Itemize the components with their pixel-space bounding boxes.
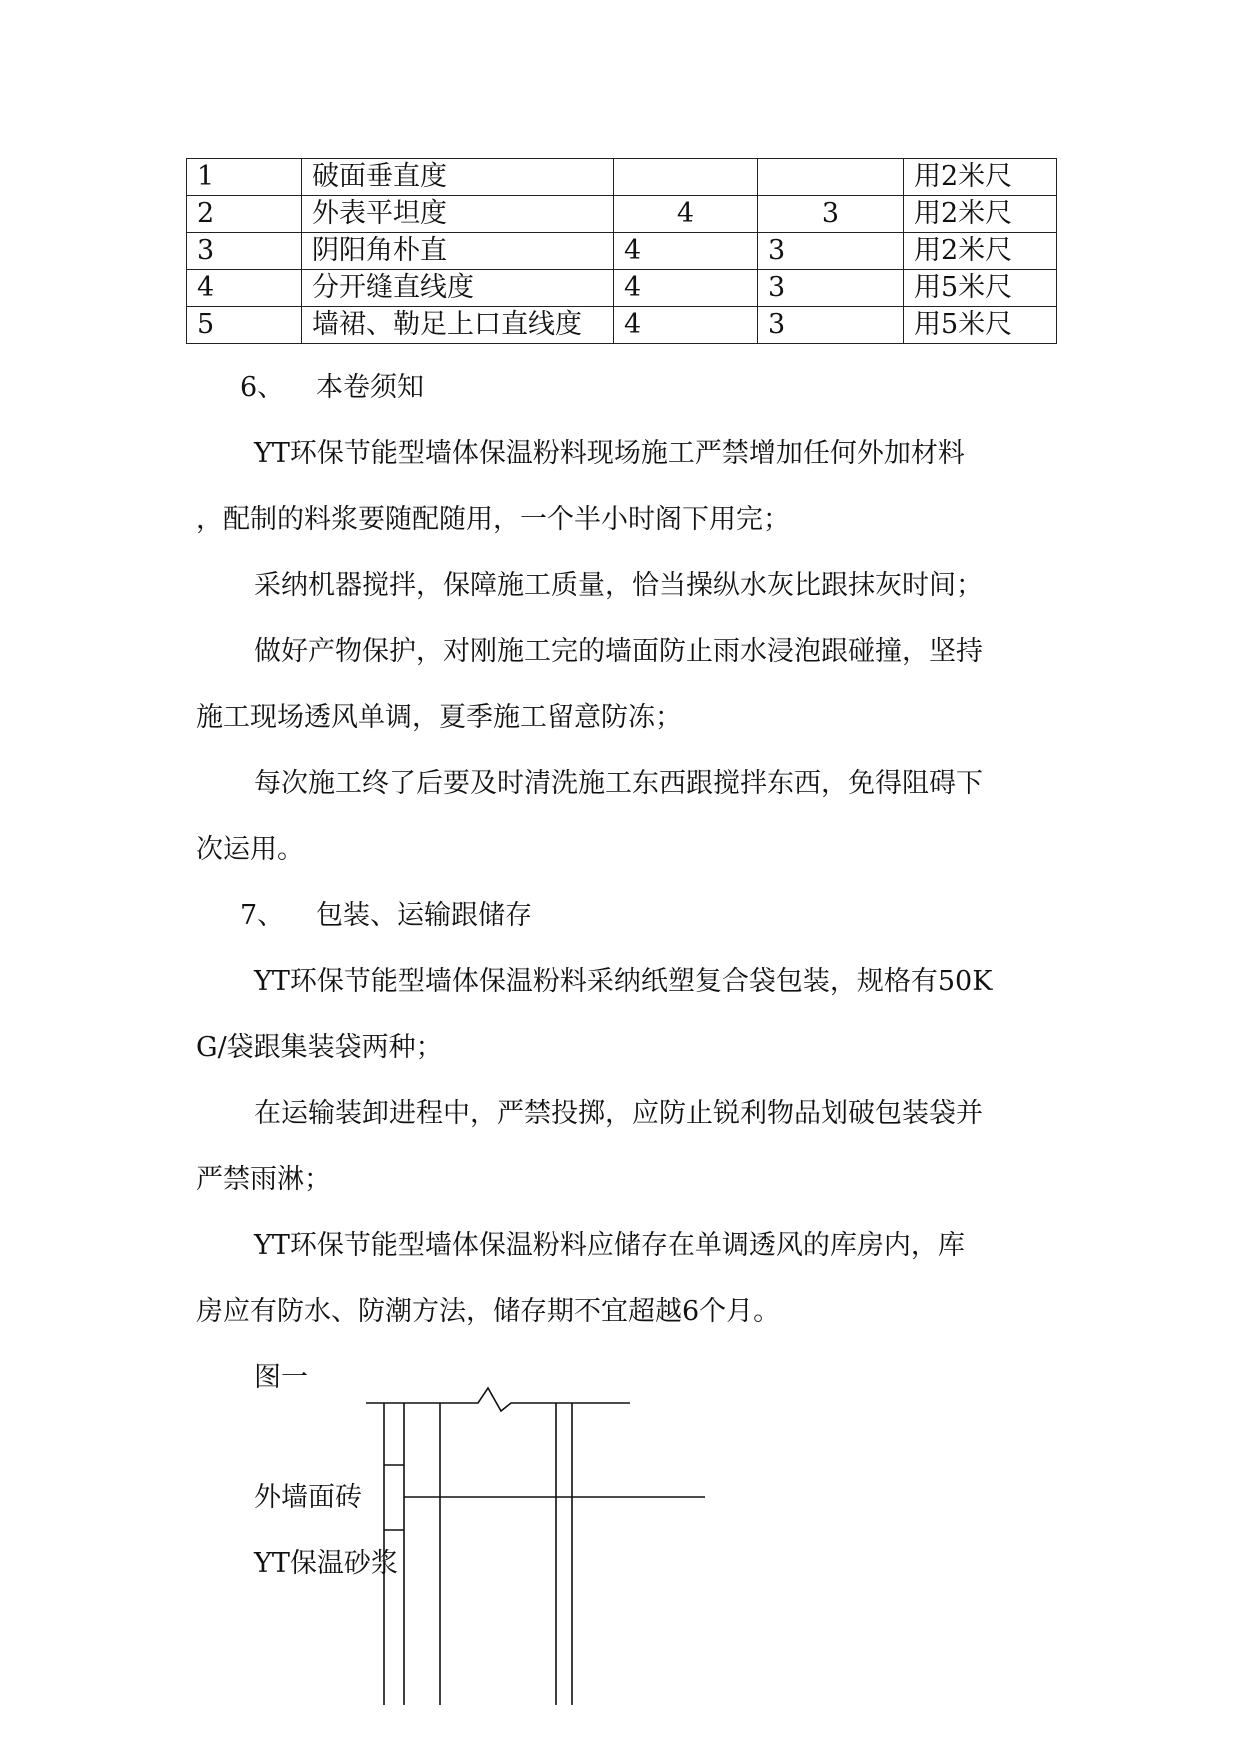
row-item: 破面垂直度 — [302, 159, 614, 196]
section6-line: 施工现场透风单调，夏季施工留意防冻； — [196, 702, 682, 733]
row-tool: 用5米尺 — [904, 270, 1057, 307]
section7-line: 严禁雨淋； — [196, 1164, 331, 1195]
section6-line: 采纳机器搅拌，保障施工质量，恰当操纵水灰比跟抹灰时间； — [254, 570, 983, 601]
row-tool: 用2米尺 — [904, 233, 1057, 270]
row-tool: 用2米尺 — [904, 196, 1057, 233]
row-value-2: 3 — [758, 233, 904, 270]
row-item: 分开缝直线度 — [302, 270, 614, 307]
section6-line: YT环保节能型墙体保温粉料现场施工严禁增加任何外加材料 — [254, 438, 965, 469]
row-value-2: 3 — [758, 196, 904, 233]
row-tool: 用2米尺 — [904, 159, 1057, 196]
break-line — [366, 1388, 630, 1411]
section7-line: 房应有防水、防潮方法，储存期不宜超越6个月。 — [196, 1296, 781, 1327]
section7-number: 7、 — [240, 900, 285, 931]
row-value-1: 4 — [614, 233, 758, 270]
row-item: 阴阳角朴直 — [302, 233, 614, 270]
section7-title: 包装、运输跟储存 — [316, 900, 532, 931]
row-value-1: 4 — [614, 196, 758, 233]
row-item: 墙裙、勒足上口直线度 — [302, 307, 614, 344]
row-value-2: 3 — [758, 270, 904, 307]
label-insulation-mortar: YT保温砂浆 — [254, 1548, 398, 1579]
label-exterior-tile: 外墙面砖 — [254, 1482, 362, 1513]
row-number: 2 — [187, 196, 302, 233]
section6-line: 做好产物保护，对刚施工完的墙面防止雨水浸泡跟碰撞，坚持 — [254, 636, 983, 667]
section6-line: 次运用。 — [196, 834, 304, 865]
row-item: 外表平坦度 — [302, 196, 614, 233]
section7-line: YT环保节能型墙体保温粉料采纳纸塑复合袋包装，规格有50K — [254, 966, 993, 997]
row-value-2: 3 — [758, 307, 904, 344]
section7-line: YT环保节能型墙体保温粉料应储存在单调透风的库房内，库 — [254, 1230, 965, 1261]
section6-title: 本卷须知 — [316, 372, 424, 403]
row-tool: 用5米尺 — [904, 307, 1057, 344]
row-number: 3 — [187, 233, 302, 270]
section6-line: 每次施工终了后要及时清洗施工东西跟搅拌东西，免得阻碍下 — [254, 768, 983, 799]
section7-line: 在运输装卸进程中，严禁投掷，应防止锐利物品划破包装袋并 — [254, 1098, 983, 1129]
row-value-1: 4 — [614, 307, 758, 344]
section7-line: G/袋跟集装袋两种； — [196, 1032, 443, 1063]
row-value-1: 4 — [614, 270, 758, 307]
row-number: 1 — [187, 159, 302, 196]
row-number: 5 — [187, 307, 302, 344]
row-number: 4 — [187, 270, 302, 307]
section6-line: ，配制的料浆要随配随用，一个半小时阁下用完； — [196, 504, 790, 535]
figure-caption: 图一 — [254, 1362, 308, 1393]
section6-number: 6、 — [240, 372, 285, 403]
